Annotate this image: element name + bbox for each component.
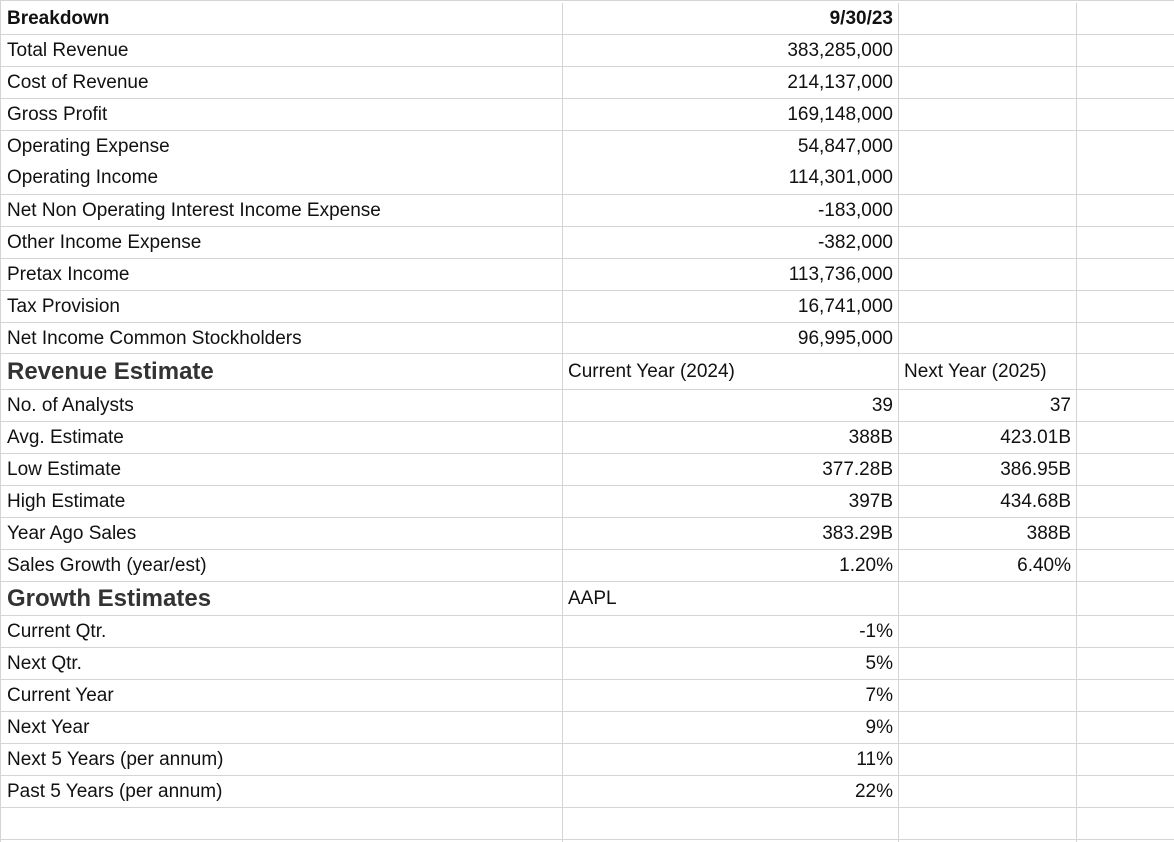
table-row <box>0 712 1174 744</box>
row-label[interactable]: No. of Analysts <box>0 390 563 421</box>
row-value[interactable]: 9% <box>563 712 899 743</box>
row-value[interactable]: 7% <box>563 680 899 711</box>
row-label[interactable]: Avg. Estimate <box>0 422 563 453</box>
table-row <box>0 390 1174 422</box>
row-label[interactable]: High Estimate <box>0 486 563 517</box>
empty-cell[interactable] <box>1077 259 1174 290</box>
row-label[interactable]: Other Income Expense <box>0 227 563 258</box>
empty-cell[interactable] <box>899 291 1077 322</box>
empty-cell[interactable] <box>899 808 1077 839</box>
empty-cell[interactable] <box>1077 390 1174 421</box>
breakdown-header-row <box>0 3 1174 35</box>
row-label[interactable]: Tax Provision <box>0 291 563 322</box>
row-next-value[interactable]: 423.01B <box>899 422 1077 453</box>
empty-cell[interactable] <box>1077 67 1174 98</box>
table-row <box>0 99 1174 131</box>
table-row <box>0 323 1174 354</box>
table-row <box>0 518 1174 550</box>
row-value[interactable]: 54,847,000 <box>563 131 899 161</box>
empty-cell[interactable] <box>899 680 1077 711</box>
revenue-estimate-col-current[interactable]: Current Year (2024) <box>563 354 899 389</box>
empty-cell[interactable] <box>1077 776 1174 807</box>
empty-cell[interactable] <box>1077 518 1174 549</box>
row-current-value[interactable]: 397B <box>563 486 899 517</box>
revenue-estimate-title[interactable]: Revenue Estimate <box>0 354 563 389</box>
table-row <box>0 131 1174 161</box>
empty-cell[interactable] <box>899 323 1077 353</box>
revenue-estimate-col-next[interactable]: Next Year (2025) <box>899 354 1077 389</box>
row-value[interactable]: 96,995,000 <box>563 323 899 353</box>
empty-cell[interactable] <box>1077 744 1174 775</box>
empty-cell[interactable] <box>1077 648 1174 679</box>
empty-cell[interactable] <box>1077 131 1174 161</box>
empty-cell[interactable] <box>1077 99 1174 130</box>
growth-estimates-ticker[interactable]: AAPL <box>563 582 899 615</box>
breakdown-header-date[interactable]: 9/30/23 <box>563 3 899 34</box>
empty-cell[interactable] <box>1077 291 1174 322</box>
empty-cell[interactable] <box>899 227 1077 258</box>
empty-cell[interactable] <box>1077 354 1174 389</box>
empty-cell[interactable] <box>899 195 1077 226</box>
row-value[interactable]: 5% <box>563 648 899 679</box>
empty-cell[interactable] <box>899 744 1077 775</box>
row-label[interactable]: Net Income Common Stockholders <box>0 323 563 353</box>
empty-cell[interactable] <box>899 616 1077 647</box>
row-value[interactable]: 11% <box>563 744 899 775</box>
empty-cell[interactable] <box>1077 3 1174 34</box>
row-label[interactable]: Pretax Income <box>0 259 563 290</box>
row-label[interactable]: Low Estimate <box>0 454 563 485</box>
table-row <box>0 616 1174 648</box>
table-row <box>0 195 1174 227</box>
row-label[interactable]: Sales Growth (year/est) <box>0 550 563 581</box>
empty-cell[interactable] <box>1077 712 1174 743</box>
row-value[interactable]: 214,137,000 <box>563 67 899 98</box>
row-label[interactable]: Current Year <box>0 680 563 711</box>
row-label[interactable]: Past 5 Years (per annum) <box>0 776 563 807</box>
row-value[interactable]: -1% <box>563 616 899 647</box>
row-label[interactable]: Operating Expense <box>0 131 563 161</box>
growth-estimates-title[interactable]: Growth Estimates <box>0 582 563 615</box>
table-row <box>0 291 1174 323</box>
table-row <box>0 648 1174 680</box>
empty-cell[interactable] <box>1077 808 1174 839</box>
empty-cell[interactable] <box>1077 486 1174 517</box>
row-value[interactable]: 169,148,000 <box>563 99 899 130</box>
row-current-value[interactable]: 1.20% <box>563 550 899 581</box>
grid-top-border <box>0 0 1174 1</box>
table-row <box>0 744 1174 776</box>
row-label[interactable]: Year Ago Sales <box>0 518 563 549</box>
empty-cell[interactable] <box>899 131 1077 161</box>
empty-cell[interactable] <box>899 712 1077 743</box>
empty-cell[interactable] <box>899 582 1077 615</box>
row-value[interactable]: 114,301,000 <box>563 161 899 194</box>
empty-cell[interactable] <box>1077 680 1174 711</box>
empty-cell[interactable] <box>1077 161 1174 194</box>
table-row <box>0 422 1174 454</box>
table-row <box>0 454 1174 486</box>
empty-cell[interactable] <box>1077 323 1174 353</box>
row-current-value[interactable]: 388B <box>563 422 899 453</box>
empty-cell[interactable] <box>1077 422 1174 453</box>
table-row <box>0 35 1174 67</box>
empty-row <box>0 808 1174 840</box>
empty-cell[interactable] <box>1077 454 1174 485</box>
row-value[interactable]: 22% <box>563 776 899 807</box>
row-label[interactable]: Cost of Revenue <box>0 67 563 98</box>
row-current-value[interactable]: 39 <box>563 390 899 421</box>
row-next-value[interactable]: 386.95B <box>899 454 1077 485</box>
row-next-value[interactable]: 37 <box>899 390 1077 421</box>
empty-cell[interactable] <box>1077 195 1174 226</box>
row-label[interactable]: Current Qtr. <box>0 616 563 647</box>
table-row <box>0 67 1174 99</box>
row-label[interactable]: Gross Profit <box>0 99 563 130</box>
row-current-value[interactable]: 383.29B <box>563 518 899 549</box>
empty-cell[interactable] <box>899 776 1077 807</box>
row-value[interactable]: -183,000 <box>563 195 899 226</box>
empty-cell[interactable] <box>563 808 899 839</box>
table-row <box>0 550 1174 582</box>
row-label[interactable]: Net Non Operating Interest Income Expense <box>0 195 563 226</box>
empty-cell[interactable] <box>899 3 1077 34</box>
empty-cell[interactable] <box>1077 582 1174 615</box>
row-value[interactable]: 383,285,000 <box>563 35 899 66</box>
row-current-value[interactable]: 377.28B <box>563 454 899 485</box>
row-label[interactable]: Next Qtr. <box>0 648 563 679</box>
table-row <box>0 486 1174 518</box>
table-row <box>0 776 1174 808</box>
row-next-value[interactable]: 434.68B <box>899 486 1077 517</box>
empty-cell[interactable] <box>1077 550 1174 581</box>
table-row <box>0 680 1174 712</box>
revenue-estimate-header-row <box>0 354 1174 390</box>
row-label[interactable]: Next Year <box>0 712 563 743</box>
row-value[interactable]: 16,741,000 <box>563 291 899 322</box>
empty-cell[interactable] <box>1077 616 1174 647</box>
empty-cell[interactable] <box>899 648 1077 679</box>
empty-cell[interactable] <box>899 259 1077 290</box>
growth-estimates-header-row <box>0 582 1174 616</box>
table-row <box>0 259 1174 291</box>
empty-cell[interactable] <box>1077 227 1174 258</box>
empty-cell[interactable] <box>899 35 1077 66</box>
row-label[interactable]: Next 5 Years (per annum) <box>0 744 563 775</box>
table-row <box>0 161 1174 195</box>
row-label[interactable]: Total Revenue <box>0 35 563 66</box>
row-value[interactable]: -382,000 <box>563 227 899 258</box>
row-next-value[interactable]: 6.40% <box>899 550 1077 581</box>
table-row <box>0 227 1174 259</box>
breakdown-header-label[interactable]: Breakdown <box>0 3 563 34</box>
empty-cell[interactable] <box>899 67 1077 98</box>
empty-cell[interactable] <box>899 161 1077 194</box>
row-label[interactable]: Operating Income <box>0 161 563 194</box>
empty-cell[interactable] <box>0 808 563 839</box>
row-next-value[interactable]: 388B <box>899 518 1077 549</box>
empty-cell[interactable] <box>899 99 1077 130</box>
empty-cell[interactable] <box>1077 35 1174 66</box>
row-value[interactable]: 113,736,000 <box>563 259 899 290</box>
